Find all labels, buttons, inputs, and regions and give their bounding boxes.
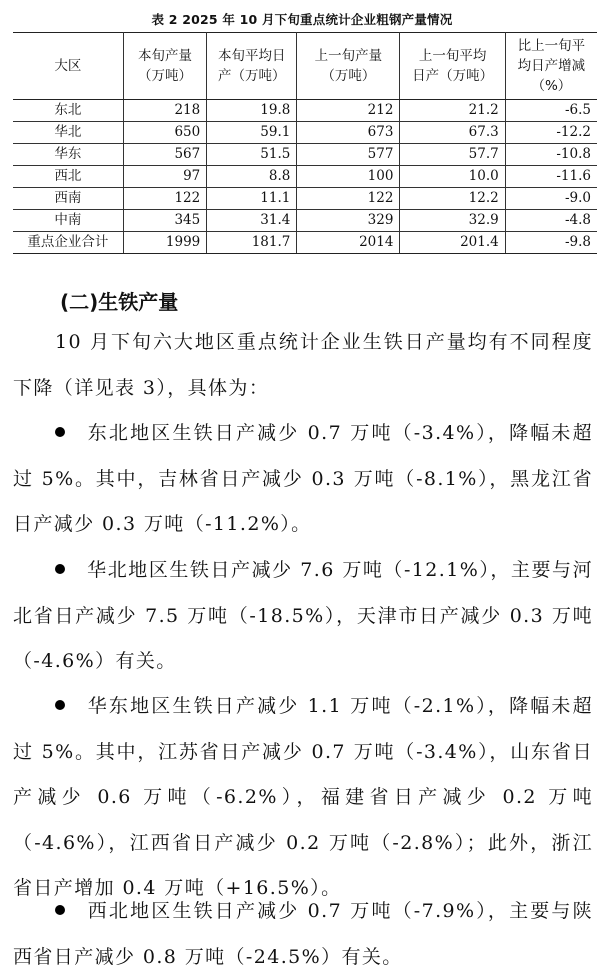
cell: 122	[123, 188, 207, 210]
cell: -6.5	[505, 100, 597, 122]
table-row	[13, 122, 597, 144]
table-row	[13, 100, 597, 122]
cell: 8.8	[207, 166, 297, 188]
header-current-daily: 本旬平均日 产（万吨）	[207, 33, 297, 100]
table-row	[13, 166, 597, 188]
cell: 10.0	[400, 166, 505, 188]
cell: 181.7	[207, 232, 297, 254]
bullet-paragraph-northwest: 西北地区生铁日产减少 0.7 万吨（-7.9%），主要与陕西省日产减少 0.8 万吨（-24.5%）有关。	[13, 900, 593, 968]
bullet-paragraph-east: 华东地区生铁日产减少 1.1 万吨（-2.1%），降幅未超过 5%。其中，江苏省日产减少 0.7 万吨（-3.4%），山东省日产减少 0.6 万吨（-6.2%），福建省日产减少 0.2 万吨（-4.6%），江西省日产减少 0.2 万吨（-2.8%）；此外，浙江省日产增加 0.4 万吨（+16.5%）。	[13, 695, 593, 899]
header-prev-output: 上一旬产量 （万吨）	[297, 33, 400, 100]
cell: 11.1	[207, 188, 297, 210]
cell: 2014	[297, 232, 400, 254]
cell: 19.8	[207, 100, 297, 122]
cell: 59.1	[207, 122, 297, 144]
cell-region: 重点企业合计	[13, 232, 123, 254]
cell: 567	[123, 144, 207, 166]
header-prev-daily: 上一旬平均 日产（万吨）	[400, 33, 505, 100]
cell: 100	[297, 166, 400, 188]
cell: 201.4	[400, 232, 505, 254]
intro-paragraph: 10 月下旬六大地区重点统计企业生铁日产量均有不同程度下降（详见表 3），具体为：	[13, 331, 593, 399]
table-row-total	[13, 232, 597, 254]
cell: -12.2	[505, 122, 597, 144]
table-row	[13, 188, 597, 210]
cell: 577	[297, 144, 400, 166]
cell: 21.2	[400, 100, 505, 122]
cell: -9.8	[505, 232, 597, 254]
table-header-row	[13, 33, 597, 100]
crude-steel-table	[13, 32, 597, 254]
cell: 31.4	[207, 210, 297, 232]
bullet-icon	[55, 905, 65, 915]
cell: 1999	[123, 232, 207, 254]
cell: 57.7	[400, 144, 505, 166]
cell: 67.3	[400, 122, 505, 144]
cell: -9.0	[505, 188, 597, 210]
cell: -11.6	[505, 166, 597, 188]
cell: 32.9	[400, 210, 505, 232]
cell: 212	[297, 100, 400, 122]
cell-region: 中南	[13, 210, 123, 232]
cell: -4.8	[505, 210, 597, 232]
cell-region: 华北	[13, 122, 123, 144]
cell: 650	[123, 122, 207, 144]
header-change-pct: 比上一旬平 均日产增减 （%）	[505, 33, 597, 100]
bullet-icon	[55, 700, 65, 710]
cell-region: 华东	[13, 144, 123, 166]
bullet-icon	[55, 564, 65, 574]
table-row	[13, 210, 597, 232]
table-row	[13, 144, 597, 166]
cell: 329	[297, 210, 400, 232]
cell: 345	[123, 210, 207, 232]
section-heading: (二)生铁产量	[60, 290, 179, 314]
cell: 12.2	[400, 188, 505, 210]
cell: 51.5	[207, 144, 297, 166]
cell: 218	[123, 100, 207, 122]
bullet-paragraph-north: 华北地区生铁日产减少 7.6 万吨（-12.1%），主要与河北省日产减少 7.5 万吨（-18.5%），天津市日产减少 0.3 万吨（-4.6%）有关。	[13, 559, 593, 672]
cell: 122	[297, 188, 400, 210]
cell-region: 西北	[13, 166, 123, 188]
header-region: 大区	[13, 33, 123, 100]
table-caption: 表 2 2025 年 10 月下旬重点统计企业粗钢产量情况	[151, 12, 453, 27]
cell: 97	[123, 166, 207, 188]
bullet-icon	[55, 427, 65, 437]
cell-region: 东北	[13, 100, 123, 122]
cell: -10.8	[505, 144, 597, 166]
cell-region: 西南	[13, 188, 123, 210]
cell: 673	[297, 122, 400, 144]
header-current-output: 本旬产量 （万吨）	[123, 33, 207, 100]
bullet-paragraph-northeast: 东北地区生铁日产减少 0.7 万吨（-3.4%），降幅未超过 5%。其中，吉林省日产减少 0.3 万吨（-8.1%），黑龙江省日产减少 0.3 万吨（-11.2%）。	[13, 422, 593, 535]
